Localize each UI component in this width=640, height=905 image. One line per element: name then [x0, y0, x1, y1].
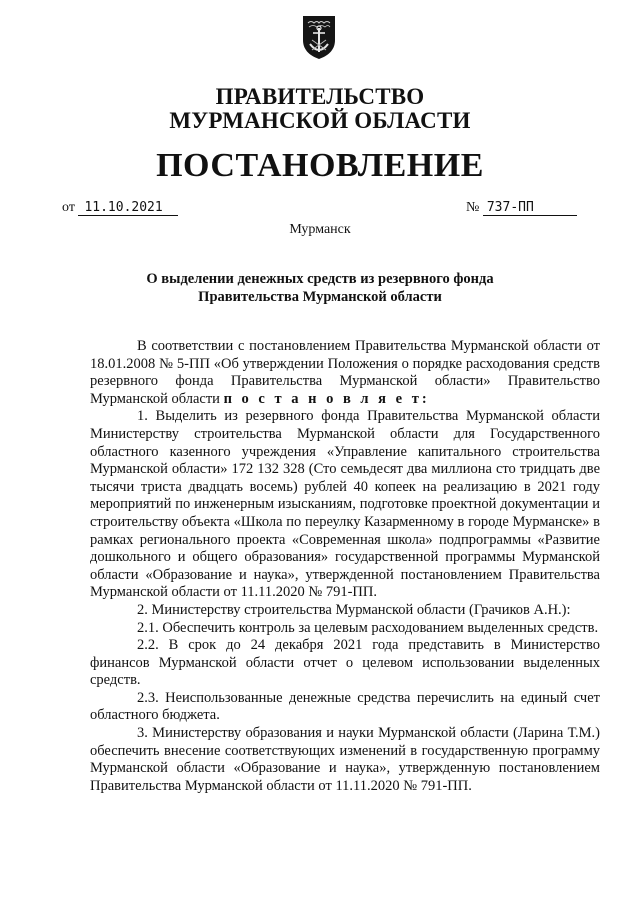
- document-body: [90, 338, 600, 795]
- paragraph-2: 2. Министерству строительства Мурманской области (Грачиков А.Н.):: [137, 601, 571, 618]
- date-field: [62, 200, 178, 216]
- paragraph-3: 3. Министерству образования и науки Мурманской области (Ларина Т.М.) обеспечить внесение соответствующих изменений в государственную программу Мурманской области «Образование и наука», утвержденную постановлением Правительства Мурманской области от 11.11.2020 № 791-ПП.: [90, 725, 600, 794]
- title-line1: О выделении денежных средств из резервного фонда: [146, 271, 494, 287]
- date-value: 11.10.2021: [78, 200, 178, 216]
- number-value: 737-ПП: [483, 200, 577, 216]
- intro-text: В соответствии с постановлением Правительства Мурманской области от 18.01.2008 № 5-ПП «Об утверждении Положения о порядке расходования средств резервного фонда Правительства Мурманской области» Правительство Мурманской области: [90, 338, 600, 407]
- city: Мурманск: [289, 222, 351, 237]
- paragraph-2-2: 2.2. В срок до 24 декабря 2021 года представить в Министерство финансов Мурманской области отчет о целевом использовании выделенных средств.: [90, 637, 600, 689]
- paragraph-1: 1. Выделить из резервного фонда Правительства Мурманской области Министерству строительства Мурманской области для Государственного областного казенного учреждения «Управление капитального строительства Мурманской области» 172 132 328 (Сто семьдесят два миллиона сто тридцать две тысячи триста двадцать восемь) рублей 40 копеек на реализацию в 2021 году мероприятий по инженерным изысканиям, подготовке проектной документации и строительству объекта «Школа по переулку Казарменному в городе Мурманске» в рамках регионального проекта «Современная школа» подпрограммы «Развитие дошкольного и общего образования» государственной программы Мурманской области «Образование и наука», утвержденной постановлением Правительства Мурманской области от 11.11.2020 № 791-ПП.: [90, 408, 600, 601]
- paragraph-2-3: 2.3. Неиспользованные денежные средства перечислить на единый счет областного бюджета.: [90, 689, 600, 724]
- title-line2: Правительства Мурманской области: [198, 289, 442, 305]
- document-type: ПОСТАНОВЛЕНИЕ: [156, 147, 484, 184]
- intro-paragraph: [90, 338, 600, 408]
- coat-of-arms-icon: [301, 14, 337, 60]
- number-label: №: [466, 200, 480, 215]
- date-label: от: [62, 200, 75, 215]
- government-name-line1: ПРАВИТЕЛЬСТВО: [215, 84, 425, 109]
- paragraph-2-1: 2.1. Обеспечить контроль за целевым расходованием выделенных средств.: [137, 619, 599, 636]
- number-field: [466, 200, 577, 216]
- resolves-emphasis: п о с т а н о в л я е т:: [223, 390, 430, 407]
- government-name-line2: МУРМАНСКОЙ ОБЛАСТИ: [169, 108, 471, 133]
- document-title: [0, 270, 640, 306]
